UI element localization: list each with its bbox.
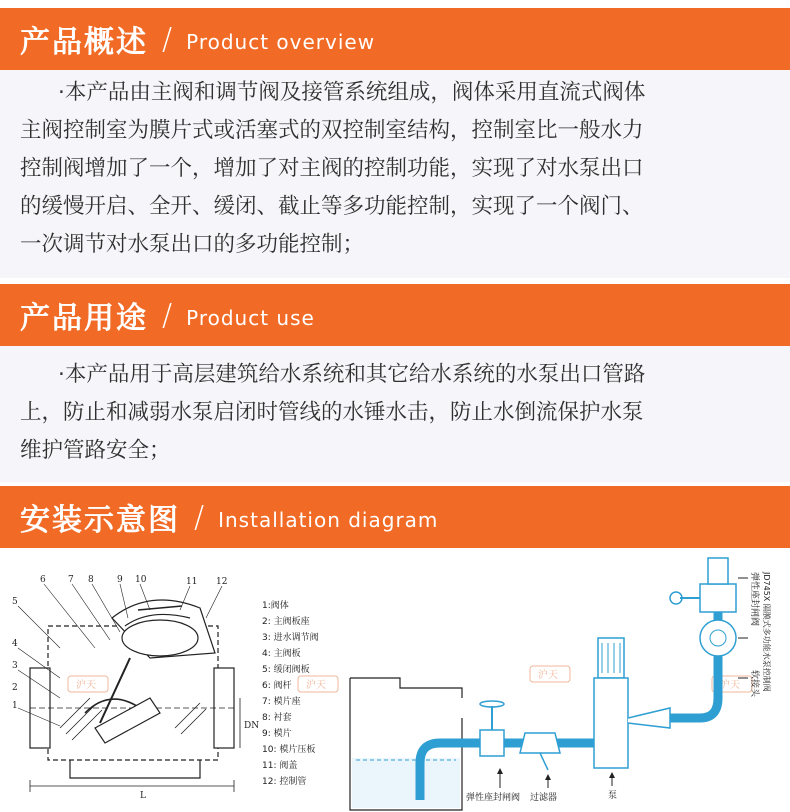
watermark-2: 沪天: [306, 680, 326, 691]
top-gate-valve: [700, 584, 736, 612]
install-header: [0, 486, 790, 548]
parts-legend: [262, 599, 319, 787]
header-slash: /: [162, 297, 173, 333]
overview-line-1: ·本产品由主阀和调节阀及接管系统组成，阀体采用直流式阀体: [58, 80, 646, 105]
flex-joint-label: 软接头: [749, 670, 759, 698]
watermark-4: 沪天: [720, 680, 740, 691]
use-title-en: Product use: [186, 306, 315, 330]
control-valve: [700, 620, 736, 656]
dimension-l-label: L: [140, 791, 146, 801]
header-slash: /: [194, 499, 205, 535]
overview-line-5: 一次调节对水泵出口的多功能控制；: [20, 232, 365, 257]
callout-6: 6: [40, 575, 46, 585]
filter-symbol: [520, 733, 560, 753]
dimension-dn-label: DN: [244, 721, 260, 731]
use-title-cn: 产品用途: [20, 301, 148, 336]
legend-item-12: 12: 控制管: [262, 777, 307, 787]
callout-8: 8: [88, 575, 94, 585]
pump-body: [594, 678, 628, 768]
callout-9: 9: [117, 575, 123, 585]
overview-title-cn: 产品概述: [20, 25, 148, 60]
header-slash: /: [162, 21, 173, 57]
callout-2: 2: [12, 683, 18, 693]
callout-7: 7: [68, 575, 74, 585]
legend-item-9: 9: 模片: [262, 729, 292, 739]
pump-label: 泵: [608, 791, 618, 801]
callout-11: 11: [186, 577, 198, 587]
gate-valve: [480, 730, 504, 756]
install-title-en: Installation diagram: [218, 508, 439, 532]
installation-diagram-svg: [0, 548, 790, 812]
use-line-3: 维护管路安全；: [20, 438, 171, 463]
watermark-3: 沪天: [538, 670, 558, 681]
callout-5: 5: [12, 597, 18, 607]
legend-item-1: 1:阀体: [262, 601, 289, 611]
system-installation: [350, 558, 748, 810]
use-line-1: ·本产品用于高层建筑给水系统和其它给水系统的水泵出口管路: [58, 362, 646, 387]
installation-diagram: [0, 548, 790, 812]
overview-header: [0, 8, 790, 70]
use-line-2: 上，防止和减弱水泵启闭时管线的水锤水击，防止水倒流保护水泵: [20, 400, 644, 425]
callout-1: 1: [12, 701, 18, 711]
legend-item-10: 10: 模片压板: [262, 745, 316, 755]
callout-10: 10: [135, 575, 147, 585]
filter-label: 过滤器: [530, 793, 558, 803]
legend-item-6: 6: 阀杆: [262, 681, 292, 691]
legend-item-2: 2: 主阀板座: [262, 617, 310, 627]
callout-12: 12: [216, 577, 228, 587]
legend-item-8: 8: 衬套: [262, 713, 292, 723]
gate-valve-label: 弹性座封闸阀: [466, 793, 521, 803]
legend-item-3: 3: 进水调节阀: [262, 633, 319, 643]
overview-line-4: 的缓慢开启、全开、缓闭、截止等多功能控制，实现了一个阀门、: [20, 194, 644, 219]
legend-item-5: 5: 缓闭阀板: [262, 665, 310, 675]
legend-item-4: 4: 主阀板: [262, 649, 301, 659]
use-paragraph: [0, 346, 790, 482]
install-title-cn: 安装示意图: [20, 503, 180, 538]
multi-valve-label: JD745X 隔膜式多功能水泵控制阀: [762, 572, 771, 692]
callout-3: 3: [12, 661, 18, 671]
watermark-1: 沪天: [76, 680, 96, 691]
overview-line-2: 主阀控制室为膜片式或活塞式的双控制室结构，控制室比一般水力: [20, 118, 644, 143]
legend-item-7: 7: 模片座: [262, 697, 301, 707]
overview-title-en: Product overview: [186, 30, 376, 54]
overview-line-3: 控制阀增加了一个，增加了对主阀的控制功能，实现了对水泵出口: [20, 156, 644, 181]
valve-cross-section: [18, 584, 240, 792]
use-header: [0, 284, 790, 346]
overview-paragraph: [0, 70, 790, 278]
legend-item-11: 11: 阀盖: [262, 761, 298, 771]
callout-4: 4: [12, 639, 18, 649]
top-gate-valve-label: 弹性座封闸阀: [749, 572, 759, 627]
